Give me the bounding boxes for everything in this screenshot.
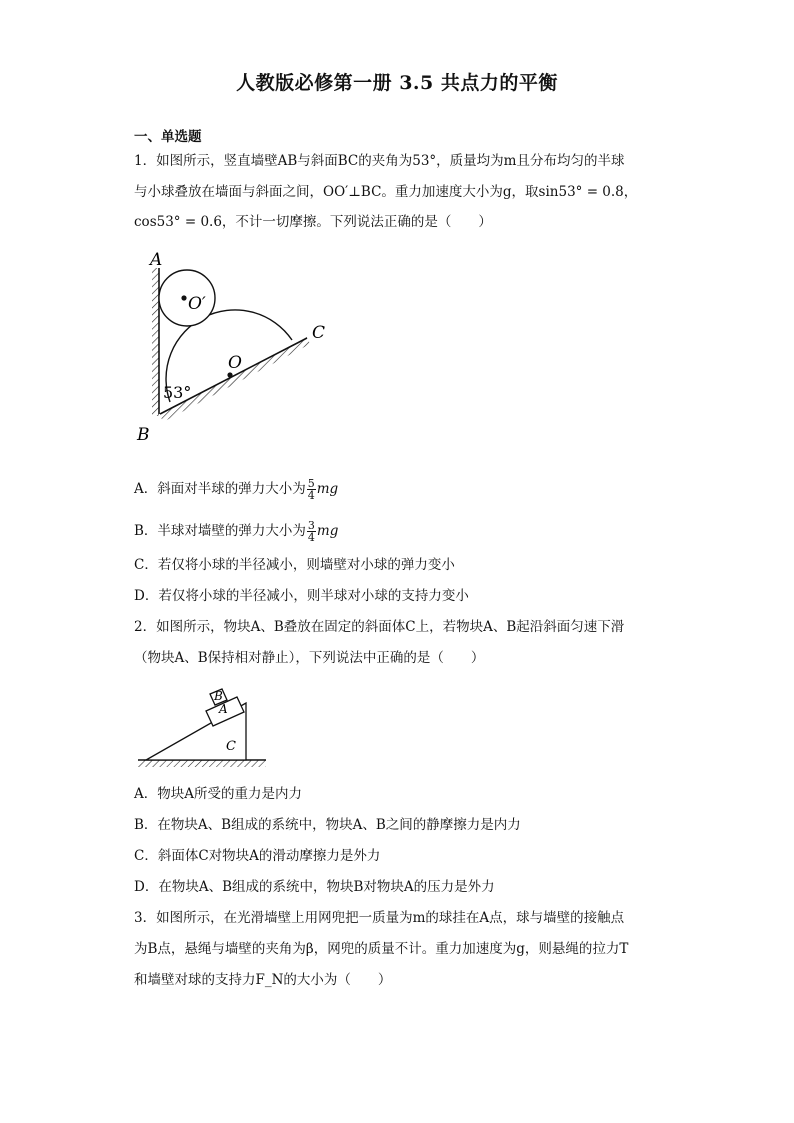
q2-option-b: B．在物块A、B组成的系统中，物块A、B之间的静摩擦力是内力 [134,817,521,833]
wall-hatching [152,268,159,416]
label-B: B [137,425,150,445]
q2-option-d: D．在物块A、B组成的系统中，物块B对物块A的压力是外力 [134,879,495,895]
label-C: C [312,323,326,343]
slope-hatching [160,337,310,422]
q1-option-d: D．若仅将小球的半径减小，则半球对小球的支持力变小 [134,588,469,604]
q1-line-3: cos53° = 0.6，不计一切摩擦。下列说法正确的是（ ） [134,214,492,230]
center-O1-dot [181,295,186,300]
q2-line-2: （物块A、B保持相对静止），下列说法中正确的是（ ） [134,650,485,666]
q1-option-c: C．若仅将小球的半径减小，则墙壁对小球的弹力变小 [134,557,455,573]
q1-line-1: 1．如图所示，竖直墙壁AB与斜面BC的夹角为53°，质量均为m且分布均匀的半球 [134,153,625,169]
center-O-dot [227,372,232,377]
label-O-prime: O′ [188,294,206,314]
q2-option-c: C．斜面体C对物块A的滑动摩擦力是外力 [134,848,381,864]
q1-option-b: B．半球对墙壁的弹力大小为 $\frac{3}{4}$ mg [134,519,339,544]
q1-option-a: A．斜面对半球的弹力大小为 $\frac{5}{4}$ mg [134,477,339,502]
label-A: A [150,250,163,270]
label-A: A [219,702,228,716]
q1-figure [130,245,350,445]
page-title: 人教版必修第一册 3.5 共点力的平衡 [236,72,558,94]
label-O: O [228,353,242,373]
q1-line-2: 与小球叠放在墙面与斜面之间，OO′⊥BC。重力加速度大小为g，取sin53° = 0.8， [134,184,638,200]
section-heading: 一、单选题 [134,129,202,145]
q2-figure [134,680,274,772]
label-C: C [226,739,236,754]
small-ball [159,270,215,326]
q2-line-1: 2．如图所示，物块A、B叠放在固定的斜面体C上，若物块A、B起沿斜面匀速下滑 [134,619,625,635]
ground-hatching [138,760,266,767]
q3-line-1: 3．如图所示，在光滑墙壁上用网兜把一质量为m的球挂在A点，球与墙壁的接触点 [134,910,625,926]
label-B: B [214,689,223,703]
q3-line-2: 为B点，悬绳与墙壁的夹角为β，网兜的质量不计。重力加速度为g，则悬绳的拉力T [134,941,629,957]
slope-BC [160,338,307,414]
q3-line-3: 和墙壁对球的支持力F_N的大小为（ ） [134,972,392,988]
q2-option-a: A．物块A所受的重力是内力 [134,786,302,802]
angle-label: 53° [163,383,192,402]
